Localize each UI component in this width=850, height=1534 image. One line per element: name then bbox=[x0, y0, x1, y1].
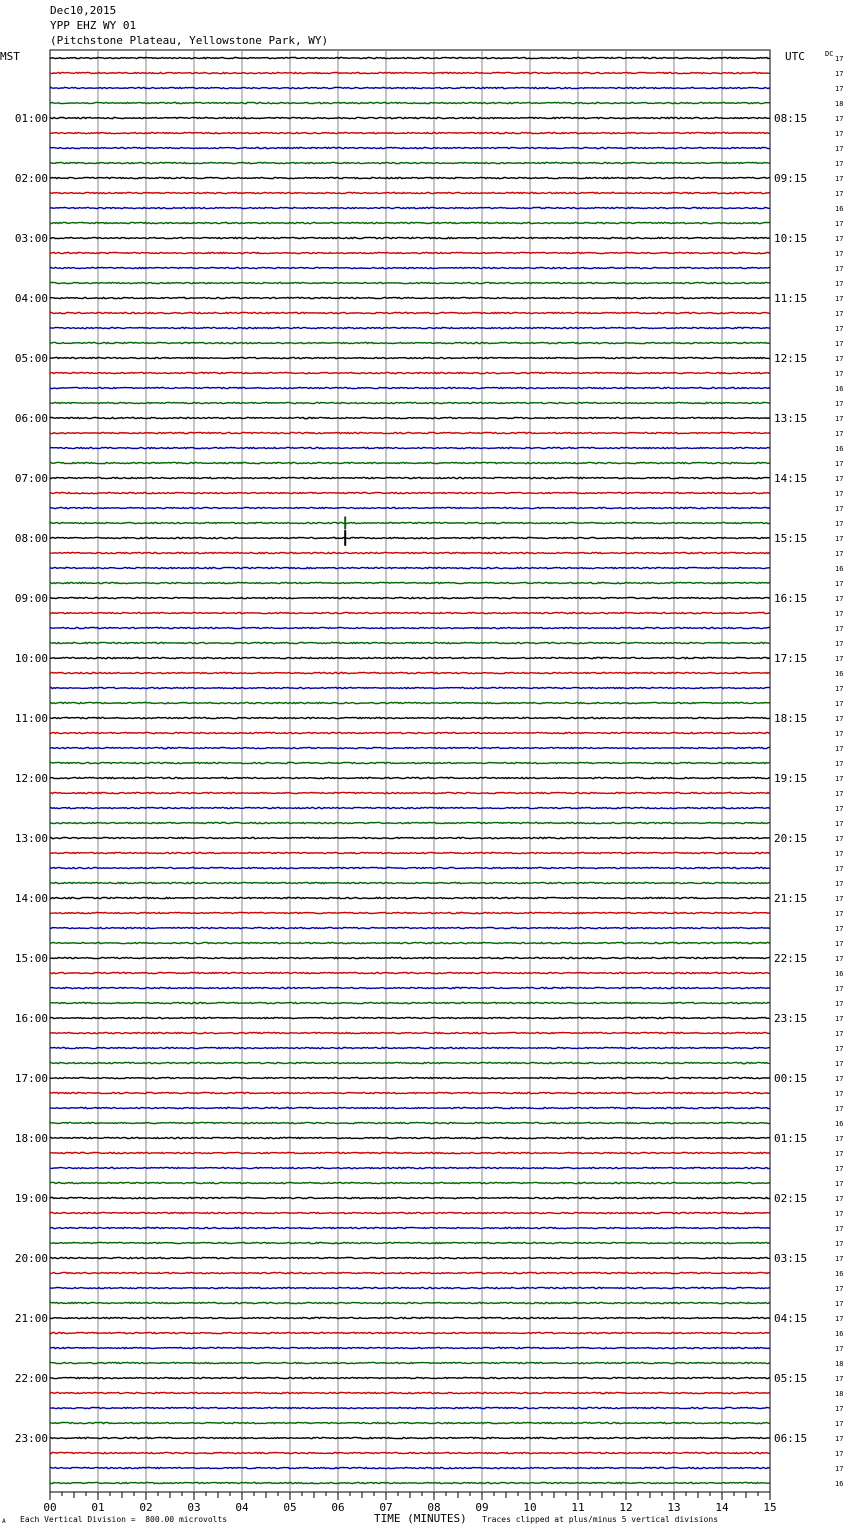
dc-offset-value: 17 bbox=[835, 55, 844, 63]
left-hour-label: 10:00 bbox=[14, 652, 48, 665]
dc-offset-value: 17 bbox=[835, 250, 844, 258]
seismic-trace bbox=[50, 522, 770, 523]
seismic-trace bbox=[50, 807, 770, 808]
x-tick-label: 02 bbox=[139, 1501, 153, 1514]
x-axis-title: TIME (MINUTES) bbox=[374, 1512, 467, 1525]
seismic-trace bbox=[50, 1287, 770, 1288]
seismic-trace bbox=[50, 1392, 770, 1393]
seismic-trace bbox=[50, 1317, 770, 1318]
seismic-trace bbox=[50, 1107, 770, 1108]
dc-offset-value: 17 bbox=[835, 640, 844, 648]
dc-offset-value: 16 bbox=[835, 385, 844, 393]
dc-offset-value: 17 bbox=[835, 220, 844, 228]
dc-offset-value: 17 bbox=[835, 1150, 844, 1158]
seismic-trace bbox=[50, 702, 770, 703]
dc-offset-value: 17 bbox=[835, 280, 844, 288]
x-tick-label: 00 bbox=[43, 1501, 57, 1514]
dc-offset-value: 17 bbox=[835, 130, 844, 138]
dc-offset-value: 17 bbox=[835, 1240, 844, 1248]
left-hour-label: 20:00 bbox=[14, 1252, 48, 1265]
dc-offset-value: 17 bbox=[835, 1315, 844, 1323]
dc-offset-value: 17 bbox=[835, 820, 844, 828]
x-tick-label: 14 bbox=[715, 1501, 729, 1514]
seismic-trace bbox=[50, 672, 770, 673]
dc-offset-value: 17 bbox=[835, 1420, 844, 1428]
left-hour-label: 04:00 bbox=[14, 292, 48, 305]
dc-offset-value: 18 bbox=[835, 100, 844, 108]
dc-offset-value: 17 bbox=[835, 145, 844, 153]
seismic-trace bbox=[50, 777, 770, 778]
seismic-trace bbox=[50, 987, 770, 988]
plot-frame bbox=[50, 50, 770, 1492]
clip-note: Traces clipped at plus/minus 5 vertical divisions bbox=[482, 1515, 719, 1524]
seismic-trace bbox=[50, 147, 770, 148]
x-tick-label: 01 bbox=[91, 1501, 105, 1514]
dc-offset-value: 17 bbox=[835, 1060, 844, 1068]
seismic-trace bbox=[50, 1377, 770, 1378]
dc-offset-value: 17 bbox=[835, 940, 844, 948]
seismic-trace bbox=[50, 597, 770, 598]
left-hour-label: 08:00 bbox=[14, 532, 48, 545]
left-hour-label: 12:00 bbox=[14, 772, 48, 785]
left-hour-label: 19:00 bbox=[14, 1192, 48, 1205]
dc-offset-value: 17 bbox=[835, 1405, 844, 1413]
dc-offset-value: 17 bbox=[835, 1090, 844, 1098]
dc-offset-value: 17 bbox=[835, 1210, 844, 1218]
seismic-trace bbox=[50, 537, 770, 538]
seismic-trace bbox=[50, 1452, 770, 1453]
seismic-trace bbox=[50, 372, 770, 373]
seismic-trace bbox=[50, 207, 770, 208]
dc-offset-value: 17 bbox=[835, 1465, 844, 1473]
seismic-trace bbox=[50, 1332, 770, 1333]
seismic-trace bbox=[50, 732, 770, 733]
seismic-trace bbox=[50, 507, 770, 508]
right-hour-label: 00:15 bbox=[774, 1072, 808, 1085]
dc-offset-value: 17 bbox=[835, 1225, 844, 1233]
dc-offset-value: 17 bbox=[835, 520, 844, 528]
seismic-trace bbox=[50, 1257, 770, 1258]
x-tick-label: 11 bbox=[571, 1501, 585, 1514]
dc-offset-value: 17 bbox=[835, 1300, 844, 1308]
dc-offset-value: 17 bbox=[835, 1045, 844, 1053]
seismic-trace bbox=[50, 1212, 770, 1213]
seismic-trace bbox=[50, 1302, 770, 1303]
dc-offset-value: 17 bbox=[835, 1105, 844, 1113]
x-tick-label: 10 bbox=[523, 1501, 537, 1514]
right-hour-label: 08:15 bbox=[774, 112, 808, 125]
x-tick-label: 05 bbox=[283, 1501, 297, 1514]
seismic-trace bbox=[50, 657, 770, 658]
dc-offset-value: 17 bbox=[835, 760, 844, 768]
seismic-trace bbox=[50, 477, 770, 478]
dc-offset-value: 16 bbox=[835, 1120, 844, 1128]
dc-offset-value: 17 bbox=[835, 355, 844, 363]
seismic-trace bbox=[50, 162, 770, 163]
seismic-trace bbox=[50, 177, 770, 178]
seismic-trace bbox=[50, 432, 770, 433]
seismic-trace bbox=[50, 327, 770, 328]
dc-offset-value: 17 bbox=[835, 295, 844, 303]
dc-offset-value: 17 bbox=[835, 655, 844, 663]
seismic-trace bbox=[50, 72, 770, 73]
dc-offset-value: 17 bbox=[835, 1255, 844, 1263]
seismic-trace bbox=[50, 1437, 770, 1438]
left-hour-label: 16:00 bbox=[14, 1012, 48, 1025]
seismic-trace bbox=[50, 867, 770, 868]
dc-offset-value: 17 bbox=[835, 985, 844, 993]
dc-offset-value: 17 bbox=[835, 475, 844, 483]
dc-offset-value: 17 bbox=[835, 595, 844, 603]
right-hour-label: 14:15 bbox=[774, 472, 808, 485]
seismic-trace bbox=[50, 252, 770, 253]
left-hour-label: 09:00 bbox=[14, 592, 48, 605]
dc-offset-value: 17 bbox=[835, 490, 844, 498]
left-hour-label: 18:00 bbox=[14, 1132, 48, 1145]
dc-offset-value: 17 bbox=[835, 580, 844, 588]
dc-offset-value: 17 bbox=[835, 505, 844, 513]
dc-offset-value: 17 bbox=[835, 460, 844, 468]
dc-offset-value: 17 bbox=[835, 1135, 844, 1143]
seismic-trace bbox=[50, 567, 770, 568]
seismic-trace bbox=[50, 1122, 770, 1123]
dc-offset-value: 17 bbox=[835, 310, 844, 318]
right-hour-label: 15:15 bbox=[774, 532, 808, 545]
seismic-trace bbox=[50, 132, 770, 133]
dc-offset-value: 17 bbox=[835, 1435, 844, 1443]
seismic-trace bbox=[50, 1467, 770, 1468]
right-hour-label: 23:15 bbox=[774, 1012, 808, 1025]
left-hour-label: 14:00 bbox=[14, 892, 48, 905]
x-tick-label: 08 bbox=[427, 1501, 441, 1514]
seismic-trace bbox=[50, 237, 770, 238]
seismic-trace bbox=[50, 222, 770, 223]
seismic-trace bbox=[50, 882, 770, 883]
seismic-trace bbox=[50, 1062, 770, 1063]
right-hour-label: 11:15 bbox=[774, 292, 808, 305]
x-tick-label: 03 bbox=[187, 1501, 201, 1514]
dc-offset-value: 16 bbox=[835, 670, 844, 678]
left-hour-label: 23:00 bbox=[14, 1432, 48, 1445]
dc-offset-value: 17 bbox=[835, 1075, 844, 1083]
seismic-trace bbox=[50, 1092, 770, 1093]
seismic-trace bbox=[50, 117, 770, 118]
seismic-trace bbox=[50, 342, 770, 343]
seismic-trace bbox=[50, 552, 770, 553]
x-tick-label: 07 bbox=[379, 1501, 393, 1514]
seismic-trace bbox=[50, 837, 770, 838]
dc-offset-header: DC bbox=[825, 50, 834, 58]
seismic-trace bbox=[50, 642, 770, 643]
left-hour-label: 15:00 bbox=[14, 952, 48, 965]
dc-offset-value: 17 bbox=[835, 685, 844, 693]
dc-offset-value: 17 bbox=[835, 235, 844, 243]
seismic-trace bbox=[50, 957, 770, 958]
dc-offset-value: 16 bbox=[835, 1330, 844, 1338]
seismic-trace bbox=[50, 387, 770, 388]
seismic-trace bbox=[50, 102, 770, 103]
seismic-trace bbox=[50, 792, 770, 793]
dc-offset-value: 17 bbox=[835, 955, 844, 963]
dc-offset-value: 17 bbox=[835, 175, 844, 183]
seismic-trace bbox=[50, 1197, 770, 1198]
right-hour-label: 16:15 bbox=[774, 592, 808, 605]
dc-offset-value: 16 bbox=[835, 205, 844, 213]
left-hour-label: 21:00 bbox=[14, 1312, 48, 1325]
dc-offset-value: 17 bbox=[835, 265, 844, 273]
dc-offset-value: 17 bbox=[835, 700, 844, 708]
seismic-trace bbox=[50, 417, 770, 418]
seismic-trace bbox=[50, 822, 770, 823]
seismic-trace bbox=[50, 852, 770, 853]
right-hour-label: 09:15 bbox=[774, 172, 808, 185]
right-hour-label: 22:15 bbox=[774, 952, 808, 965]
corner-mark: A bbox=[2, 1518, 6, 1525]
dc-offset-value: 17 bbox=[835, 85, 844, 93]
right-hour-label: 01:15 bbox=[774, 1132, 808, 1145]
left-timezone-label: MST bbox=[0, 50, 20, 63]
right-timezone-label: UTC bbox=[785, 50, 805, 63]
dc-offset-value: 17 bbox=[835, 790, 844, 798]
seismic-trace bbox=[50, 972, 770, 973]
seismic-trace bbox=[50, 717, 770, 718]
right-hour-label: 18:15 bbox=[774, 712, 808, 725]
dc-offset-value: 17 bbox=[835, 190, 844, 198]
left-hour-label: 11:00 bbox=[14, 712, 48, 725]
x-tick-label: 12 bbox=[619, 1501, 633, 1514]
seismic-trace bbox=[50, 912, 770, 913]
seismic-trace bbox=[50, 762, 770, 763]
dc-offset-value: 17 bbox=[835, 925, 844, 933]
left-hour-label: 03:00 bbox=[14, 232, 48, 245]
dc-offset-value: 17 bbox=[835, 775, 844, 783]
seismic-trace bbox=[50, 357, 770, 358]
seismic-trace bbox=[50, 1137, 770, 1138]
dc-offset-value: 17 bbox=[835, 550, 844, 558]
dc-offset-value: 17 bbox=[835, 850, 844, 858]
seismic-trace bbox=[50, 57, 770, 58]
dc-offset-value: 16 bbox=[835, 565, 844, 573]
right-hour-label: 21:15 bbox=[774, 892, 808, 905]
seismic-trace bbox=[50, 297, 770, 298]
dc-offset-value: 17 bbox=[835, 865, 844, 873]
dc-offset-value: 17 bbox=[835, 625, 844, 633]
seismic-trace bbox=[50, 582, 770, 583]
seismic-trace bbox=[50, 687, 770, 688]
x-tick-label: 15 bbox=[763, 1501, 777, 1514]
seismic-trace bbox=[50, 1152, 770, 1153]
left-hour-label: 22:00 bbox=[14, 1372, 48, 1385]
seismic-trace bbox=[50, 462, 770, 463]
dc-offset-value: 17 bbox=[835, 715, 844, 723]
station-code: YPP EHZ WY 01 bbox=[50, 19, 137, 32]
dc-offset-value: 17 bbox=[835, 745, 844, 753]
dc-offset-value: 17 bbox=[835, 340, 844, 348]
right-hour-label: 12:15 bbox=[774, 352, 808, 365]
dc-offset-value: 17 bbox=[835, 835, 844, 843]
seismic-trace bbox=[50, 192, 770, 193]
dc-offset-value: 17 bbox=[835, 115, 844, 123]
dc-offset-value: 17 bbox=[835, 1345, 844, 1353]
dc-offset-value: 18 bbox=[835, 1390, 844, 1398]
seismic-trace bbox=[50, 267, 770, 268]
seismic-trace bbox=[50, 1032, 770, 1033]
seismic-trace bbox=[50, 447, 770, 448]
dc-offset-value: 17 bbox=[835, 160, 844, 168]
dc-offset-value: 17 bbox=[835, 910, 844, 918]
dc-offset-value: 17 bbox=[835, 325, 844, 333]
left-hour-label: 05:00 bbox=[14, 352, 48, 365]
seismic-trace bbox=[50, 927, 770, 928]
left-hour-label: 06:00 bbox=[14, 412, 48, 425]
vertical-division-note: Each Vertical Division = 800.00 microvolts bbox=[20, 1515, 228, 1524]
dc-offset-value: 17 bbox=[835, 1000, 844, 1008]
dc-offset-value: 16 bbox=[835, 445, 844, 453]
dc-offset-value: 17 bbox=[835, 1180, 844, 1188]
seismic-trace bbox=[50, 612, 770, 613]
seismic-trace bbox=[50, 1422, 770, 1423]
left-hour-label: 17:00 bbox=[14, 1072, 48, 1085]
dc-offset-value: 17 bbox=[835, 370, 844, 378]
seismic-trace bbox=[50, 1017, 770, 1018]
right-hour-label: 13:15 bbox=[774, 412, 808, 425]
seismic-trace bbox=[50, 1002, 770, 1003]
seismic-trace bbox=[50, 402, 770, 403]
dc-offset-value: 16 bbox=[835, 1270, 844, 1278]
seismic-trace bbox=[50, 747, 770, 748]
right-hour-label: 02:15 bbox=[774, 1192, 808, 1205]
seismic-trace bbox=[50, 1227, 770, 1228]
dc-offset-value: 17 bbox=[835, 400, 844, 408]
right-hour-label: 06:15 bbox=[774, 1432, 808, 1445]
x-tick-label: 04 bbox=[235, 1501, 249, 1514]
seismic-trace bbox=[50, 627, 770, 628]
left-hour-label: 01:00 bbox=[14, 112, 48, 125]
seismic-trace bbox=[50, 1242, 770, 1243]
dc-offset-value: 17 bbox=[835, 1285, 844, 1293]
seismic-trace bbox=[50, 1167, 770, 1168]
station-location: (Pitchstone Plateau, Yellowstone Park, WY) bbox=[50, 34, 329, 47]
dc-offset-value: 17 bbox=[835, 1165, 844, 1173]
dc-offset-value: 17 bbox=[835, 1195, 844, 1203]
right-hour-label: 17:15 bbox=[774, 652, 808, 665]
seismic-trace bbox=[50, 1347, 770, 1348]
dc-offset-value: 17 bbox=[835, 1450, 844, 1458]
right-hour-label: 19:15 bbox=[774, 772, 808, 785]
recording-date: Dec10,2015 bbox=[50, 4, 117, 17]
dc-offset-value: 17 bbox=[835, 70, 844, 78]
dc-offset-value: 17 bbox=[835, 430, 844, 438]
dc-offset-value: 16 bbox=[835, 1480, 844, 1488]
dc-offset-value: 17 bbox=[835, 1030, 844, 1038]
seismic-trace bbox=[50, 1362, 770, 1363]
x-tick-label: 06 bbox=[331, 1501, 345, 1514]
dc-offset-value: 17 bbox=[835, 895, 844, 903]
dc-offset-value: 17 bbox=[835, 415, 844, 423]
right-hour-label: 10:15 bbox=[774, 232, 808, 245]
seismic-trace bbox=[50, 1047, 770, 1048]
right-hour-label: 20:15 bbox=[774, 832, 808, 845]
dc-offset-value: 17 bbox=[835, 805, 844, 813]
dc-offset-value: 17 bbox=[835, 610, 844, 618]
seismic-trace bbox=[50, 87, 770, 88]
left-hour-label: 02:00 bbox=[14, 172, 48, 185]
dc-offset-value: 16 bbox=[835, 970, 844, 978]
x-tick-label: 13 bbox=[667, 1501, 681, 1514]
dc-offset-value: 17 bbox=[835, 535, 844, 543]
dc-offset-value: 17 bbox=[835, 730, 844, 738]
seismic-trace bbox=[50, 942, 770, 943]
x-tick-label: 09 bbox=[475, 1501, 489, 1514]
seismic-trace bbox=[50, 1482, 770, 1483]
seismic-trace bbox=[50, 282, 770, 283]
dc-offset-value: 17 bbox=[835, 1015, 844, 1023]
right-hour-label: 03:15 bbox=[774, 1252, 808, 1265]
left-hour-label: 13:00 bbox=[14, 832, 48, 845]
left-hour-label: 07:00 bbox=[14, 472, 48, 485]
right-hour-label: 05:15 bbox=[774, 1372, 808, 1385]
dc-offset-value: 17 bbox=[835, 880, 844, 888]
seismic-trace bbox=[50, 1182, 770, 1183]
seismic-trace bbox=[50, 1407, 770, 1408]
seismic-trace bbox=[50, 897, 770, 898]
right-hour-label: 04:15 bbox=[774, 1312, 808, 1325]
seismic-trace bbox=[50, 312, 770, 313]
seismic-trace bbox=[50, 1077, 770, 1078]
seismic-trace bbox=[50, 1272, 770, 1273]
dc-offset-value: 18 bbox=[835, 1360, 844, 1368]
seismic-trace bbox=[50, 492, 770, 493]
dc-offset-value: 17 bbox=[835, 1375, 844, 1383]
